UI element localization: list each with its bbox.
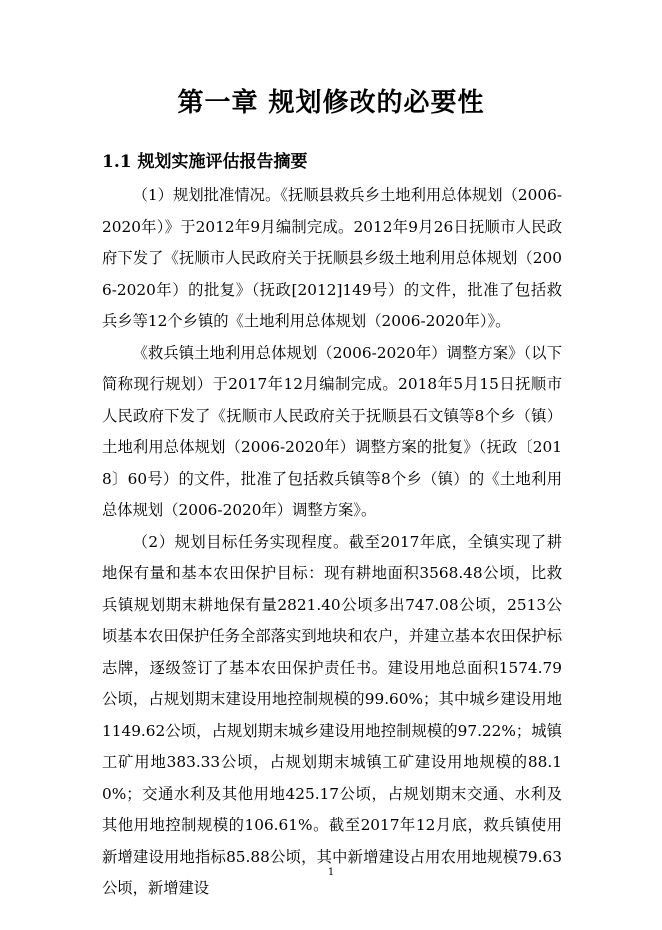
chapter-title: 第一章 规划修改的必要性 bbox=[177, 88, 485, 118]
page-number: 1 bbox=[327, 867, 335, 878]
paragraph-targets: （2）规划目标任务实现程度。截至2017年底，全镇实现了耕地保有量和基本农田保护目标：现有耕地面积3568.48公顷，比救兵镇规划期末耕地保有量2821.40公顷多出747.08公顷，2513公顷基本农田保护任务全部落实到地块和农户，并建立基本农田保护标志牌，逐级签订了基本农田保护责任书。建设用地总面积1574.79公顷，占规划期末建设用地控制规模的99.60%；其中城乡建设用地1149.62公顷，占规划期末城乡建设用地控制规模的97.22%；城镇工矿用地383.33公顷，占规划期末城镇工矿建设用地规模的88.10%；交通水利及其他用地425.17公顷，占规划期末交通、水利及其他用地控制规模的106.61%。截至2017年12月底，救兵镇使用新增建设用地指标85.88公顷，其中新增建设占用农用地规模79.63公顷，新增建设 bbox=[102, 532, 562, 897]
body-text bbox=[102, 180, 562, 905]
paragraph-approval: （1）规划批准情况。《抚顺县救兵乡土地利用总体规划（2006-2020年）》于2012年9月编制完成。2012年9月26日抚顺市人民政府下发了《抚顺市人民政府关于抚顺县乡级土地利用总体规划（2006-2020年）的批复》（抚政[2012]149号）的文件，批准了包括救兵乡等12个乡镇的《土地利用总体规划（2006-2020年）》。 bbox=[102, 186, 562, 330]
paragraph-adjustment: 《救兵镇土地利用总体规划（2006-2020年）调整方案》（以下简称现行规划）于2017年12月编制完成。2018年5月15日抚顺市人民政府下发了《抚顺市人民政府关于抚顺县石文镇等8个乡（镇）土地利用总体规划（2006-2020年）调整方案的批复》（抚政〔2018〕60号）的文件，批准了包括救兵镇等8个乡（镇）的《土地利用总体规划（2006-2020年）调整方案》。 bbox=[102, 343, 562, 519]
section-title: 1.1 规划实施评估报告摘要 bbox=[102, 152, 308, 172]
